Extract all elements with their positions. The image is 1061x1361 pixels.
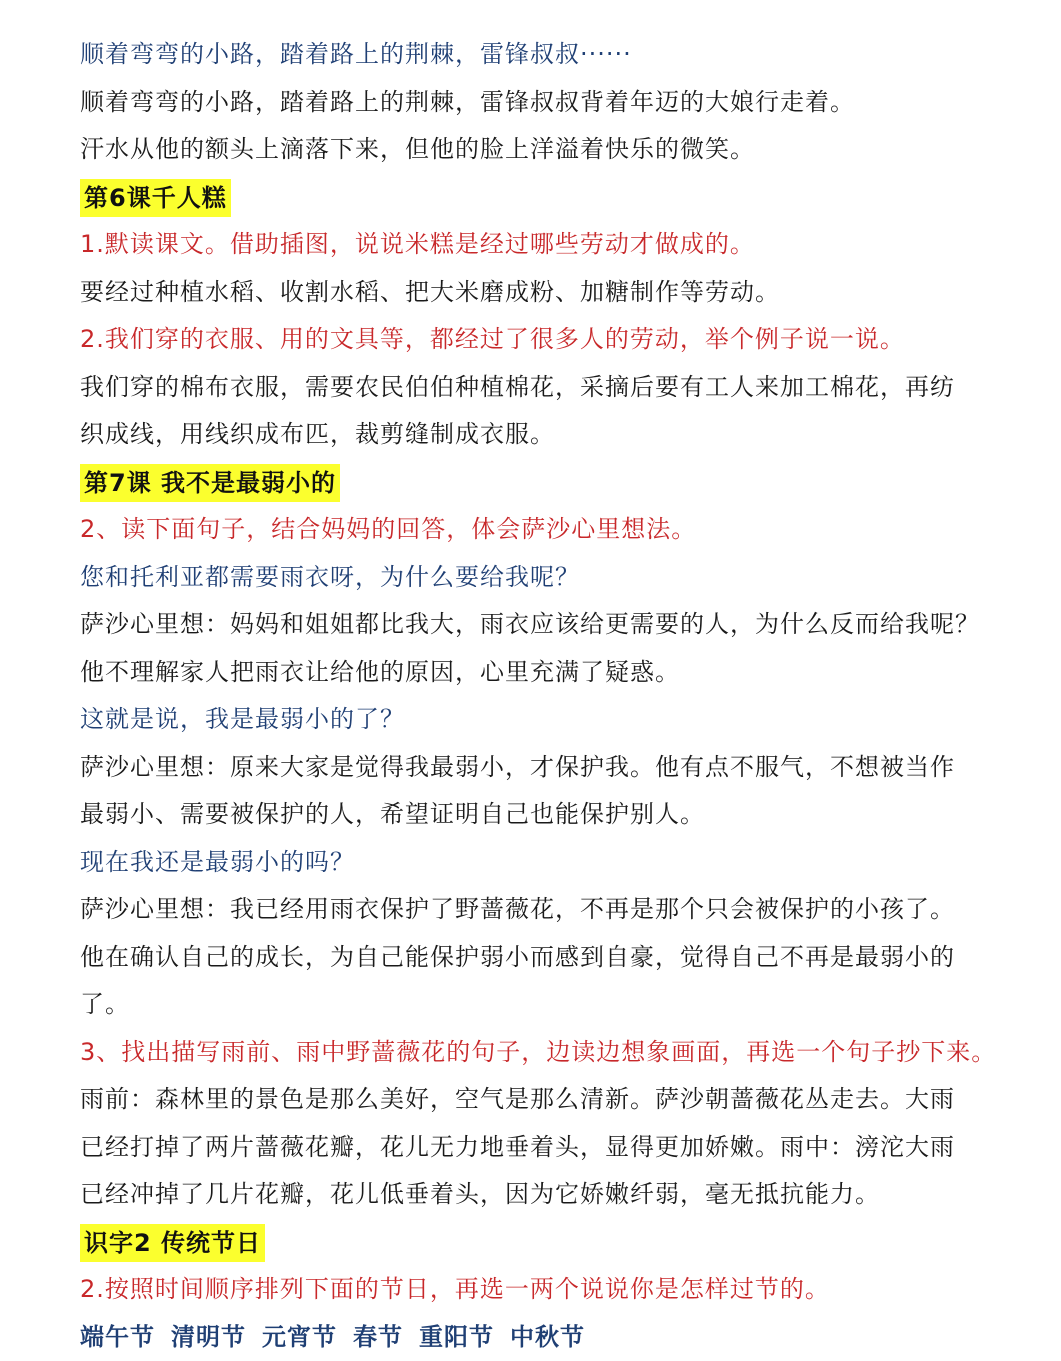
quote-line: 这就是说，我是最弱小的了？ xyxy=(80,696,1030,744)
answer-line: 雨前：森林里的景色是那么美好，空气是那么清新。萨沙朝蔷薇花丛走去。大雨 xyxy=(80,1076,1030,1124)
festival-list xyxy=(80,1314,1030,1361)
answer-line: 织成线，用线织成布匹，裁剪缝制成衣服。 xyxy=(80,411,1030,459)
question-line: 2.我们穿的衣服、用的文具等，都经过了很多人的劳动，举个例子说一说。 xyxy=(80,316,1030,364)
festival-item: 清明节 xyxy=(171,1314,246,1361)
festival-item: 春节 xyxy=(353,1314,403,1361)
answer-line: 了。 xyxy=(80,981,1030,1029)
text-line: 汗水从他的额头上滴落下来，但他的脸上洋溢着快乐的微笑。 xyxy=(80,126,1030,174)
festival-item: 重阳节 xyxy=(419,1314,494,1361)
festival-item: 元宵节 xyxy=(262,1314,337,1361)
answer-line: 要经过种植水稻、收割水稻、把大米磨成粉、加糖制作等劳动。 xyxy=(80,269,1030,317)
festival-item: 端午节 xyxy=(80,1314,155,1361)
heading-label: 识字2 传统节日 xyxy=(80,1224,265,1262)
section-heading xyxy=(80,1219,1030,1267)
quote-line: 现在我还是最弱小的吗？ xyxy=(80,839,1030,887)
question-line: 2.按照时间顺序排列下面的节日，再选一两个说说你是怎样过节的。 xyxy=(80,1266,1030,1314)
answer-line: 萨沙心里想：妈妈和姐姐都比我大，雨衣应该给更需要的人，为什么反而给我呢？ xyxy=(80,601,1030,649)
quote-line: 您和托利亚都需要雨衣呀，为什么要给我呢？ xyxy=(80,554,1030,602)
answer-line: 我们穿的棉布衣服，需要农民伯伯种植棉花，采摘后要有工人来加工棉花，再纺 xyxy=(80,364,1030,412)
answer-line: 萨沙心里想：我已经用雨衣保护了野蔷薇花，不再是那个只会被保护的小孩了。 xyxy=(80,886,1030,934)
section-heading xyxy=(80,459,1030,507)
answer-line: 已经冲掉了几片花瓣，花儿低垂着头，因为它娇嫩纤弱，毫无抵抗能力。 xyxy=(80,1171,1030,1219)
festival-item: 中秋节 xyxy=(510,1314,585,1361)
question-line: 2、读下面句子，结合妈妈的回答，体会萨沙心里想法。 xyxy=(80,506,1030,554)
heading-label: 第7课 我不是最弱小的 xyxy=(80,464,340,502)
answer-line: 萨沙心里想：原来大家是觉得我最弱小，才保护我。他有点不服气，不想被当作 xyxy=(80,744,1030,792)
section-heading xyxy=(80,174,1030,222)
question-line: 1.默读课文。借助插图，说说米糕是经过哪些劳动才做成的。 xyxy=(80,221,1030,269)
heading-label: 第6课千人糕 xyxy=(80,179,231,217)
question-line: 3、找出描写雨前、雨中野蔷薇花的句子，边读边想象画面，再选一个句子抄下来。 xyxy=(80,1029,1030,1077)
document-page xyxy=(80,31,1030,1361)
answer-line: 已经打掉了两片蔷薇花瓣，花儿无力地垂着头，显得更加娇嫩。雨中：滂沱大雨 xyxy=(80,1124,1030,1172)
text-line: 顺着弯弯的小路，踏着路上的荆棘，雷锋叔叔······ xyxy=(80,31,1030,79)
text-line: 顺着弯弯的小路，踏着路上的荆棘，雷锋叔叔背着年迈的大娘行走着。 xyxy=(80,79,1030,127)
answer-line: 他不理解家人把雨衣让给他的原因，心里充满了疑惑。 xyxy=(80,649,1030,697)
answer-line: 他在确认自己的成长，为自己能保护弱小而感到自豪，觉得自己不再是最弱小的 xyxy=(80,934,1030,982)
answer-line: 最弱小、需要被保护的人，希望证明自己也能保护别人。 xyxy=(80,791,1030,839)
